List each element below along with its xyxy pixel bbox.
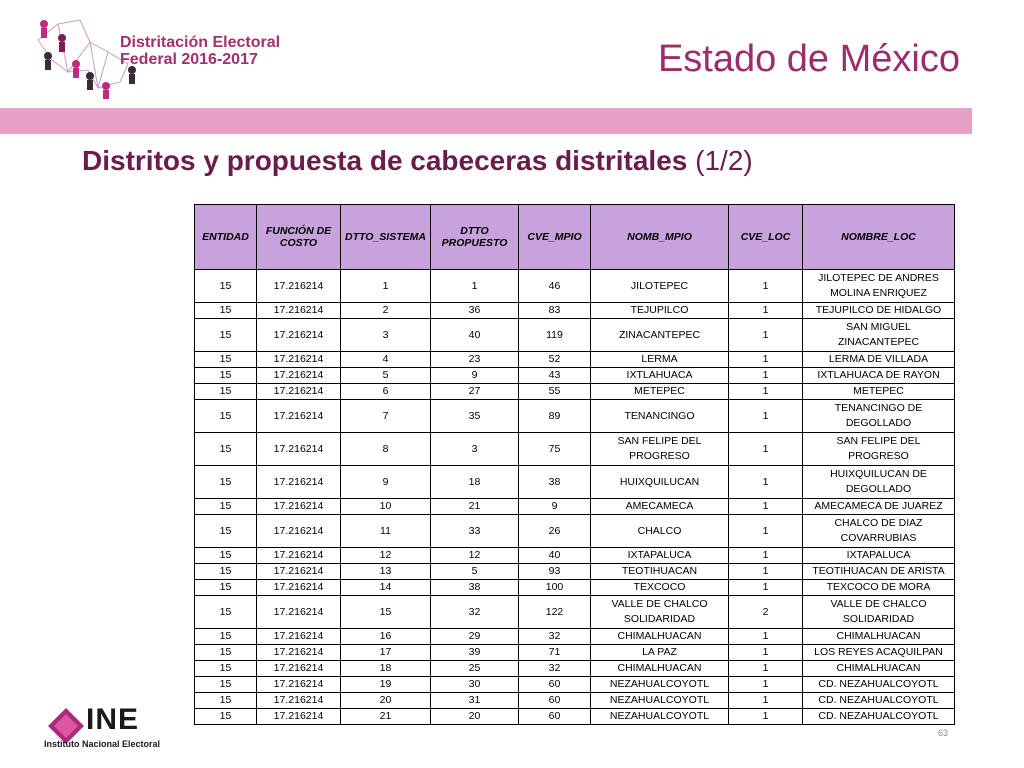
table-cell: 17.216214 [257,515,341,548]
table-cell: 15 [195,400,257,433]
table-cell: 1 [729,629,803,645]
table-cell: 9 [341,466,431,499]
table-cell: 23 [431,352,519,368]
table-cell: 35 [431,400,519,433]
table-cell: 15 [195,596,257,629]
table-cell: 119 [519,319,591,352]
table-cell: CD. NEZAHUALCOYOTL [803,709,955,725]
table-cell: NEZAHUALCOYOTL [591,693,729,709]
table-cell: TEXCOCO [591,580,729,596]
heading-part: (1/2) [695,145,753,176]
table-cell: 20 [341,693,431,709]
table-cell: CHIMALHUACAN [591,661,729,677]
table-cell: 2 [729,596,803,629]
table-cell: 13 [341,564,431,580]
table-cell: 17.216214 [257,548,341,564]
logo-line2 [120,51,280,68]
table-cell: 15 [195,709,257,725]
table-cell: IXTLAHUACA DE RAYON [803,368,955,384]
table-cell: 1 [729,270,803,303]
table-cell: 60 [519,677,591,693]
table-cell: 9 [431,368,519,384]
table-cell: CHIMALHUACAN [803,661,955,677]
table-cell: 1 [729,400,803,433]
table-row [195,466,955,499]
table-cell: 15 [195,677,257,693]
table-cell: 17.216214 [257,303,341,319]
logo-title [120,34,280,68]
table-cell: 1 [729,515,803,548]
table-cell: 18 [431,466,519,499]
table-cell: 1 [729,499,803,515]
table-cell: 93 [519,564,591,580]
districts-table-wrapper [194,204,954,725]
table-cell: AMECAMECA [591,499,729,515]
table-cell: 1 [729,303,803,319]
table-cell: 15 [195,384,257,400]
table-cell: 12 [431,548,519,564]
table-cell: 11 [341,515,431,548]
table-cell: LERMA DE VILLADA [803,352,955,368]
table-cell: HUIXQUILUCAN [591,466,729,499]
table-cell: JILOTEPEC DE ANDRES MOLINA ENRIQUEZ [803,270,955,303]
state-title: Estado de México [657,38,960,80]
table-cell: 100 [519,580,591,596]
table-cell: LA PAZ [591,645,729,661]
table-cell: 15 [195,580,257,596]
table-cell: 40 [519,548,591,564]
table-cell: 1 [729,384,803,400]
table-cell: 3 [431,433,519,466]
slide-heading [82,145,753,177]
table-cell: 75 [519,433,591,466]
table-cell: 1 [729,319,803,352]
table-cell: 29 [431,629,519,645]
districts-table [194,204,955,725]
table-cell: CD. NEZAHUALCOYOTL [803,693,955,709]
table-row [195,368,955,384]
table-cell: TENANCINGO [591,400,729,433]
table-cell: 21 [341,709,431,725]
table-cell: 17.216214 [257,319,341,352]
column-header: DTTO PROPUESTO [431,205,519,270]
table-cell: IXTLAHUACA [591,368,729,384]
table-cell: 1 [729,433,803,466]
table-cell: 32 [431,596,519,629]
table-cell: 20 [431,709,519,725]
table-cell: 1 [729,661,803,677]
table-cell: 17.216214 [257,499,341,515]
table-cell: 17.216214 [257,270,341,303]
table-cell: TEJUPILCO [591,303,729,319]
table-row [195,629,955,645]
table-cell: 17.216214 [257,433,341,466]
table-row [195,319,955,352]
table-cell: LERMA [591,352,729,368]
table-cell: 17.216214 [257,368,341,384]
table-cell: 18 [341,661,431,677]
table-cell: 1 [729,709,803,725]
table-cell: 9 [519,499,591,515]
table-cell: 1 [729,677,803,693]
table-row [195,499,955,515]
table-cell: 38 [519,466,591,499]
table-cell: 40 [431,319,519,352]
table-cell: 14 [341,580,431,596]
table-cell: LOS REYES ACAQUILPAN [803,645,955,661]
table-cell: 15 [341,596,431,629]
table-cell: 4 [341,352,431,368]
table-body [195,270,955,725]
logo-line1: Distritación Electoral [120,34,281,51]
table-cell: 17.216214 [257,629,341,645]
column-header: DTTO_SISTEMA [341,205,431,270]
table-cell: 2 [341,303,431,319]
table-row [195,352,955,368]
table-cell: 1 [729,352,803,368]
table-cell: 17.216214 [257,677,341,693]
table-cell: 15 [195,548,257,564]
table-cell: 15 [195,645,257,661]
table-cell: SAN MIGUEL ZINACANTEPEC [803,319,955,352]
table-row [195,709,955,725]
table-cell: 17.216214 [257,384,341,400]
table-cell: 1 [341,270,431,303]
table-cell: 60 [519,693,591,709]
logo-years: 2016-2017 [181,51,258,68]
table-cell: 15 [195,433,257,466]
table-cell: 15 [195,303,257,319]
table-cell: 39 [431,645,519,661]
table-cell: 1 [729,580,803,596]
table-cell: 1 [729,368,803,384]
table-cell: 15 [195,693,257,709]
table-cell: 46 [519,270,591,303]
column-header: FUNCIÓN DE COSTO [257,205,341,270]
table-cell: 17.216214 [257,645,341,661]
table-cell: 16 [341,629,431,645]
table-cell: 25 [431,661,519,677]
table-cell: 36 [431,303,519,319]
table-cell: SAN FELIPE DEL PROGRESO [803,433,955,466]
table-cell: 26 [519,515,591,548]
table-cell: 1 [729,645,803,661]
ine-logo-subtitle: Instituto Nacional Electoral [44,739,161,749]
table-cell: IXTAPALUCA [803,548,955,564]
table-cell: 15 [195,661,257,677]
column-header: CVE_MPIO [519,205,591,270]
table-cell: HUIXQUILUCAN DE DEGOLLADO [803,466,955,499]
table-cell: 83 [519,303,591,319]
table-cell: 17.216214 [257,693,341,709]
table-cell: 1 [729,693,803,709]
table-cell: 27 [431,384,519,400]
table-cell: 3 [341,319,431,352]
table-cell: ZINACANTEPEC [591,319,729,352]
table-row [195,693,955,709]
table-cell: 33 [431,515,519,548]
table-row [195,677,955,693]
table-cell: TEJUPILCO DE HIDALGO [803,303,955,319]
table-cell: TEXCOCO DE MORA [803,580,955,596]
table-cell: 15 [195,319,257,352]
table-cell: 17 [341,645,431,661]
page-number: 63 [938,728,949,738]
table-cell: 7 [341,400,431,433]
table-cell: 15 [195,629,257,645]
table-cell: METEPEC [803,384,955,400]
table-row [195,580,955,596]
table-cell: TENANCINGO DE DEGOLLADO [803,400,955,433]
table-cell: VALLE DE CHALCO SOLIDARIDAD [803,596,955,629]
table-row [195,384,955,400]
table-cell: 32 [519,661,591,677]
table-row [195,270,955,303]
table-cell: 19 [341,677,431,693]
heading-main: Distritos y propuesta de cabeceras distritales [82,145,688,176]
table-cell: 60 [519,709,591,725]
table-cell: 43 [519,368,591,384]
table-cell: CD. NEZAHUALCOYOTL [803,677,955,693]
table-cell: 17.216214 [257,466,341,499]
table-cell: 17.216214 [257,596,341,629]
table-row [195,564,955,580]
table-row [195,515,955,548]
table-cell: 6 [341,384,431,400]
table-cell: 17.216214 [257,661,341,677]
table-cell: 89 [519,400,591,433]
table-cell: CHIMALHUACAN [803,629,955,645]
table-cell: 31 [431,693,519,709]
column-header: NOMB_MPIO [591,205,729,270]
table-cell: 71 [519,645,591,661]
table-cell: 12 [341,548,431,564]
table-cell: JILOTEPEC [591,270,729,303]
table-row [195,433,955,466]
table-row [195,548,955,564]
table-cell: VALLE DE CHALCO SOLIDARIDAD [591,596,729,629]
column-header: NOMBRE_LOC [803,205,955,270]
table-cell: 5 [341,368,431,384]
table-cell: 1 [729,548,803,564]
table-cell: 17.216214 [257,352,341,368]
table-cell: 15 [195,499,257,515]
table-cell: 30 [431,677,519,693]
table-cell: METEPEC [591,384,729,400]
table-cell: 10 [341,499,431,515]
table-cell: 17.216214 [257,580,341,596]
distritacion-logo [28,12,281,102]
table-cell: 55 [519,384,591,400]
table-row [195,400,955,433]
table-row [195,596,955,629]
table-cell: CHIMALHUACAN [591,629,729,645]
table-header-row [195,205,955,270]
table-row [195,645,955,661]
header-band [0,108,972,134]
table-cell: 21 [431,499,519,515]
table-cell: 1 [431,270,519,303]
table-cell: 38 [431,580,519,596]
table-cell: AMECAMECA DE JUAREZ [803,499,955,515]
table-cell: NEZAHUALCOYOTL [591,709,729,725]
table-cell: 122 [519,596,591,629]
table-cell: 1 [729,466,803,499]
table-cell: 15 [195,515,257,548]
table-cell: 15 [195,352,257,368]
table-cell: 8 [341,433,431,466]
table-cell: TEOTIHUACAN DE ARISTA [803,564,955,580]
table-cell: IXTAPALUCA [591,548,729,564]
table-cell: 17.216214 [257,709,341,725]
table-cell: 52 [519,352,591,368]
table-cell: NEZAHUALCOYOTL [591,677,729,693]
table-cell: 15 [195,466,257,499]
table-cell: 32 [519,629,591,645]
table-row [195,303,955,319]
table-cell: TEOTIHUACAN [591,564,729,580]
table-cell: 17.216214 [257,564,341,580]
table-cell: 15 [195,564,257,580]
column-header: ENTIDAD [195,205,257,270]
table-cell: 1 [729,564,803,580]
table-cell: 15 [195,368,257,384]
ine-logo-text: INE [86,703,140,736]
logo-line2-prefix: Federal [120,51,182,68]
table-cell: 17.216214 [257,400,341,433]
table-cell: 15 [195,270,257,303]
table-cell: 5 [431,564,519,580]
table-row [195,661,955,677]
table-cell: SAN FELIPE DEL PROGRESO [591,433,729,466]
table-cell: CHALCO DE DIAZ COVARRUBIAS [803,515,955,548]
table-cell: CHALCO [591,515,729,548]
column-header: CVE_LOC [729,205,803,270]
